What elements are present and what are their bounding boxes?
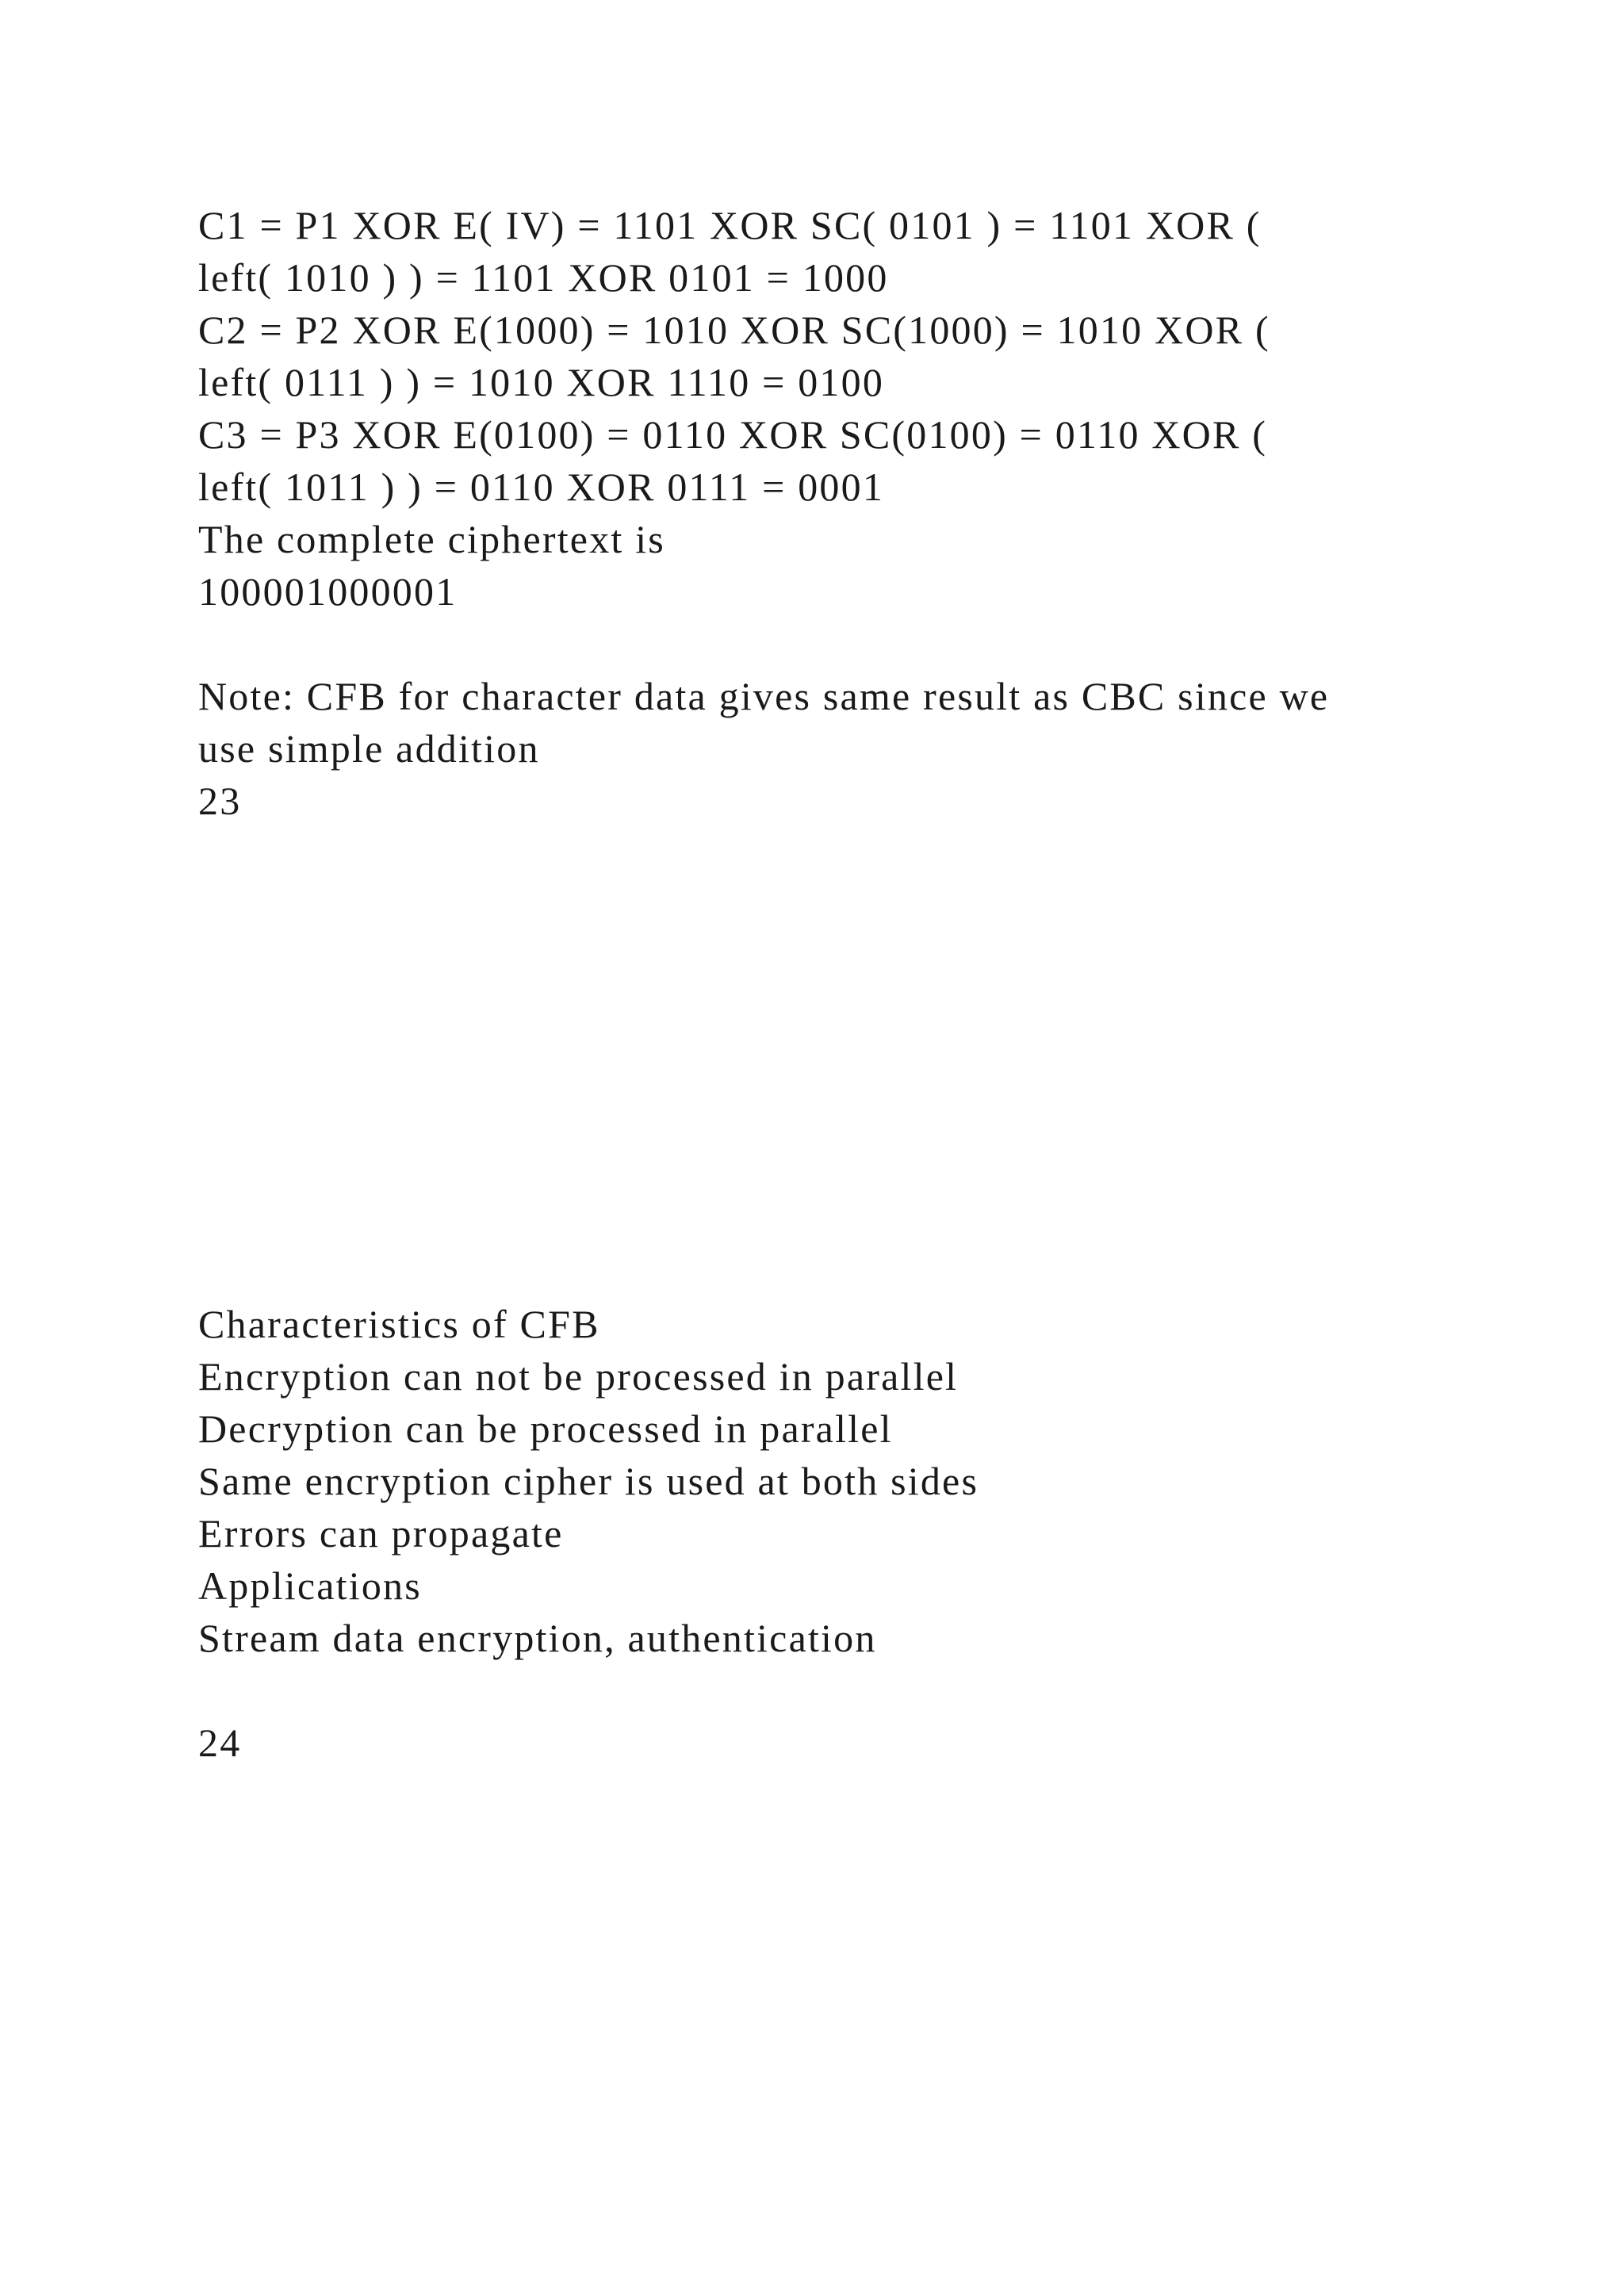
list-item: Errors can propagate [198, 1511, 564, 1556]
page-number: 24 [198, 1720, 242, 1765]
section-heading: Characteristics of CFB [198, 1302, 600, 1346]
list-item: Encryption can not be processed in parallel [198, 1354, 959, 1399]
equation-line: C3 = P3 XOR E(0100) = 0110 XOR SC(0100) = 0110 XOR ( [198, 412, 1268, 457]
equation-line: left( 0111 ) ) = 1010 XOR 1110 = 0100 [198, 360, 885, 404]
equation-line: left( 1011 ) ) = 0110 XOR 0111 = 0001 [198, 465, 885, 509]
ciphertext-value: 100001000001 [198, 569, 458, 614]
ciphertext-label: The complete ciphertext is [198, 517, 665, 561]
note-line: use simple addition [198, 726, 540, 771]
equation-line: left( 1010 ) ) = 1101 XOR 0101 = 1000 [198, 255, 889, 300]
list-item: Stream data encryption, authentication [198, 1616, 877, 1660]
note-line: Note: CFB for character data gives same result as CBC since we [198, 674, 1330, 718]
equation-line: C1 = P1 XOR E( IV) = 1101 XOR SC( 0101 ) = 1101 XOR ( [198, 203, 1262, 247]
page-number: 23 [198, 779, 242, 823]
list-item: Same encryption cipher is used at both sides [198, 1459, 979, 1503]
list-item: Decryption can be processed in parallel [198, 1406, 893, 1451]
subheading: Applications [198, 1563, 422, 1608]
equation-line: C2 = P2 XOR E(1000) = 1010 XOR SC(1000) = 1010 XOR ( [198, 308, 1270, 352]
